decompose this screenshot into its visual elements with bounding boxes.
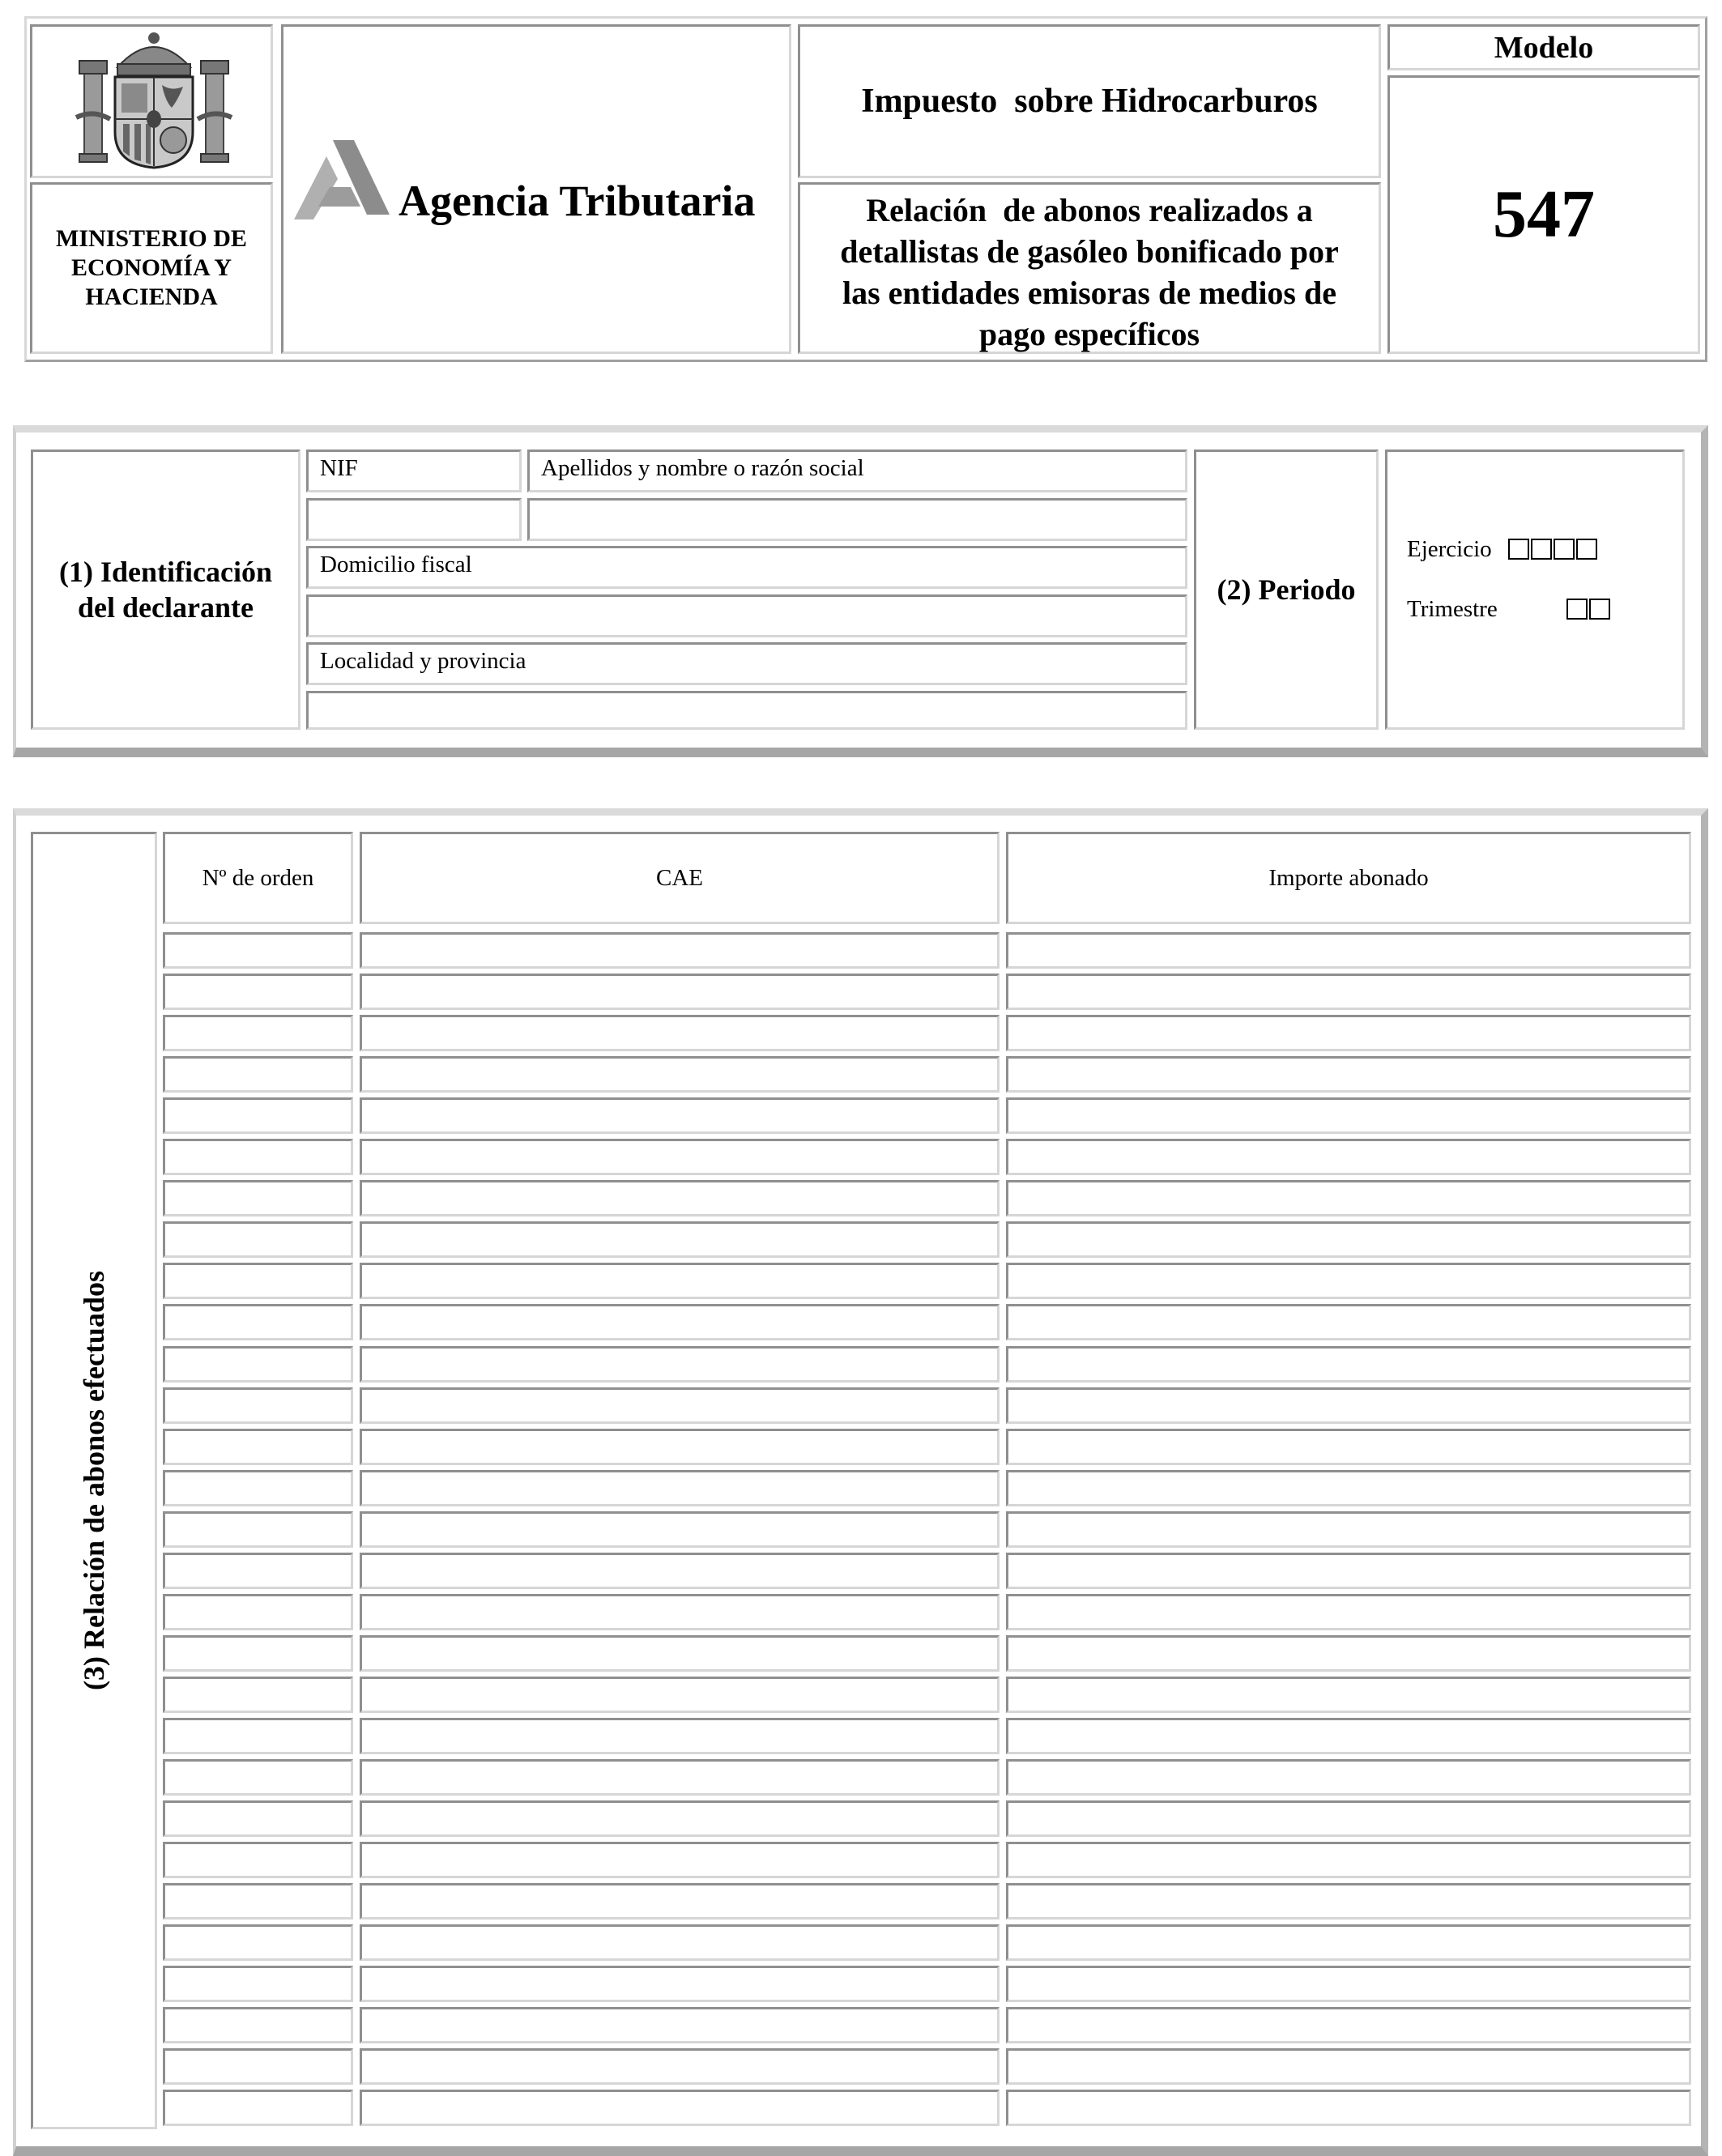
cell-order[interactable] bbox=[163, 1387, 353, 1424]
cell-amount[interactable] bbox=[1006, 1097, 1691, 1134]
year-label: Ejercicio bbox=[1407, 536, 1492, 562]
cell-amount[interactable] bbox=[1006, 2007, 1691, 2043]
ministry-line-2: ECONOMÍA Y bbox=[70, 254, 232, 281]
cell-order[interactable] bbox=[163, 1139, 353, 1175]
cell-amount[interactable] bbox=[1006, 1553, 1691, 1589]
quarter-label: Trimestre bbox=[1407, 596, 1498, 622]
cell-amount[interactable] bbox=[1006, 1056, 1691, 1093]
form-title-line-2: detallistas de gasóleo bonificado por bbox=[840, 233, 1339, 270]
cell-cae[interactable] bbox=[360, 1387, 1000, 1424]
modelo-number: 547 bbox=[1493, 177, 1595, 252]
quarter-digit-boxes[interactable] bbox=[1566, 599, 1612, 624]
cell-amount[interactable] bbox=[1006, 2090, 1691, 2126]
cell-order[interactable] bbox=[163, 2048, 353, 2085]
cell-order[interactable] bbox=[163, 1924, 353, 1961]
cell-cae[interactable] bbox=[360, 1429, 1000, 1465]
cell-order[interactable] bbox=[163, 1180, 353, 1216]
ministry-line-1: MINISTERIO DE bbox=[56, 225, 247, 252]
column-header-order bbox=[163, 832, 353, 924]
cell-cae[interactable] bbox=[360, 1966, 1000, 2002]
declarant-section-title-cell bbox=[31, 450, 300, 730]
modelo-label-cell bbox=[1387, 24, 1700, 70]
cell-order[interactable] bbox=[163, 974, 353, 1010]
cell-amount[interactable] bbox=[1006, 1718, 1691, 1754]
cell-amount[interactable] bbox=[1006, 1759, 1691, 1796]
cell-cae[interactable] bbox=[360, 1594, 1000, 1630]
cell-order[interactable] bbox=[163, 1263, 353, 1299]
name-label-cell bbox=[527, 450, 1187, 492]
payments-title: (3) Relación de abonos efectuados bbox=[78, 1271, 110, 1690]
cell-order[interactable] bbox=[163, 1346, 353, 1383]
cell-cae[interactable] bbox=[360, 1470, 1000, 1506]
cell-amount[interactable] bbox=[1006, 1842, 1691, 1878]
cell-order[interactable] bbox=[163, 1966, 353, 2002]
cell-amount[interactable] bbox=[1006, 1346, 1691, 1383]
period-section-title-cell bbox=[1194, 450, 1379, 730]
cell-cae[interactable] bbox=[360, 1677, 1000, 1713]
name-label: Apellidos y nombre o razón social bbox=[541, 455, 864, 481]
address-input[interactable] bbox=[306, 594, 1187, 637]
cell-amount[interactable] bbox=[1006, 1139, 1691, 1175]
cell-amount[interactable] bbox=[1006, 974, 1691, 1010]
cell-order[interactable] bbox=[163, 1677, 353, 1713]
form-title-line-3: las entidades emisoras de medios de bbox=[842, 275, 1336, 311]
ministry-name-cell bbox=[30, 182, 273, 354]
cell-amount[interactable] bbox=[1006, 1677, 1691, 1713]
cell-order[interactable] bbox=[163, 1304, 353, 1340]
cell-amount[interactable] bbox=[1006, 1387, 1691, 1424]
ministry-line-3: HACIENDA bbox=[85, 283, 218, 310]
nif-label-cell bbox=[306, 450, 522, 492]
column-header-amount-label: Importe abonado bbox=[1268, 864, 1429, 891]
cell-amount[interactable] bbox=[1006, 1883, 1691, 1920]
tax-name: Impuesto sobre Hidrocarburos bbox=[861, 83, 1318, 120]
cell-order[interactable] bbox=[163, 1015, 353, 1051]
quarter-digit-box[interactable] bbox=[1566, 599, 1588, 620]
nif-label: NIF bbox=[320, 455, 358, 481]
cell-cae[interactable] bbox=[360, 1511, 1000, 1548]
cell-order[interactable] bbox=[163, 1553, 353, 1589]
tax-name-cell bbox=[798, 24, 1381, 178]
period-fields-cell bbox=[1385, 450, 1685, 730]
cell-amount[interactable] bbox=[1006, 1924, 1691, 1961]
column-header-amount bbox=[1006, 832, 1691, 924]
quarter-digit-box[interactable] bbox=[1589, 599, 1610, 620]
cell-cae[interactable] bbox=[360, 1842, 1000, 1878]
cell-order[interactable] bbox=[163, 1097, 353, 1134]
coat-of-arms-emblem bbox=[73, 28, 235, 174]
cell-order[interactable] bbox=[163, 1883, 353, 1920]
cell-amount[interactable] bbox=[1006, 1966, 1691, 2002]
year-digit-box[interactable] bbox=[1576, 539, 1597, 560]
modelo-number-cell bbox=[1387, 75, 1700, 354]
form-title-line-4: pago específicos bbox=[978, 316, 1200, 352]
nif-input[interactable] bbox=[306, 498, 522, 541]
cell-cae[interactable] bbox=[360, 1180, 1000, 1216]
cell-order[interactable] bbox=[163, 1842, 353, 1878]
year-digit-box[interactable] bbox=[1531, 539, 1552, 560]
cell-amount[interactable] bbox=[1006, 2048, 1691, 2085]
cell-amount[interactable] bbox=[1006, 1304, 1691, 1340]
cell-order[interactable] bbox=[163, 1221, 353, 1258]
cell-cae[interactable] bbox=[360, 1097, 1000, 1134]
cell-order[interactable] bbox=[163, 1470, 353, 1506]
cell-cae[interactable] bbox=[360, 1056, 1000, 1093]
cell-amount[interactable] bbox=[1006, 1221, 1691, 1258]
agencia-tributaria-logo-icon bbox=[294, 140, 391, 229]
column-header-cae-label: CAE bbox=[656, 864, 703, 891]
cell-order[interactable] bbox=[163, 2090, 353, 2126]
cell-cae[interactable] bbox=[360, 2048, 1000, 2085]
cell-cae[interactable] bbox=[360, 1883, 1000, 1920]
year-digit-box[interactable] bbox=[1554, 539, 1575, 560]
cell-amount[interactable] bbox=[1006, 1635, 1691, 1672]
cell-cae[interactable] bbox=[360, 1346, 1000, 1383]
agency-name: Agencia Tributaria bbox=[399, 177, 756, 225]
cell-cae[interactable] bbox=[360, 1263, 1000, 1299]
cell-amount[interactable] bbox=[1006, 1594, 1691, 1630]
address-label: Domicilio fiscal bbox=[320, 552, 472, 577]
locality-input[interactable] bbox=[306, 691, 1187, 730]
cell-cae[interactable] bbox=[360, 1553, 1000, 1589]
cell-cae[interactable] bbox=[360, 1759, 1000, 1796]
cell-cae[interactable] bbox=[360, 1304, 1000, 1340]
cell-order[interactable] bbox=[163, 1635, 353, 1672]
cell-amount[interactable] bbox=[1006, 1429, 1691, 1465]
cell-cae[interactable] bbox=[360, 974, 1000, 1010]
cell-amount[interactable] bbox=[1006, 1015, 1691, 1051]
cell-order[interactable] bbox=[163, 1718, 353, 1754]
coat-of-arms-cell bbox=[30, 24, 273, 178]
cell-order[interactable] bbox=[163, 1056, 353, 1093]
year-digit-box[interactable] bbox=[1508, 539, 1529, 560]
column-header-cae bbox=[360, 832, 1000, 924]
form-title-cell bbox=[798, 182, 1381, 354]
cell-amount[interactable] bbox=[1006, 1800, 1691, 1837]
cell-cae[interactable] bbox=[360, 1139, 1000, 1175]
cell-order[interactable] bbox=[163, 1511, 353, 1548]
cell-amount[interactable] bbox=[1006, 1180, 1691, 1216]
cell-cae[interactable] bbox=[360, 1800, 1000, 1837]
cell-amount[interactable] bbox=[1006, 932, 1691, 969]
cell-cae[interactable] bbox=[360, 2007, 1000, 2043]
address-label-cell bbox=[306, 546, 1187, 589]
column-header-order-label: Nº de orden bbox=[202, 864, 314, 891]
name-input[interactable] bbox=[527, 498, 1187, 541]
agency-cell bbox=[281, 24, 791, 354]
cell-amount[interactable] bbox=[1006, 1511, 1691, 1548]
period-title: (2) Periodo bbox=[1217, 573, 1356, 606]
cell-cae[interactable] bbox=[360, 1635, 1000, 1672]
year-digit-boxes[interactable] bbox=[1508, 539, 1599, 564]
declarant-title-line-2: del declarante bbox=[78, 591, 254, 624]
cell-order[interactable] bbox=[163, 1429, 353, 1465]
cell-order[interactable] bbox=[163, 1800, 353, 1837]
cell-cae[interactable] bbox=[360, 1924, 1000, 1961]
declarant-title-line-1: (1) Identificación bbox=[59, 556, 272, 588]
cell-order[interactable] bbox=[163, 1594, 353, 1630]
cell-amount[interactable] bbox=[1006, 1470, 1691, 1506]
cell-cae[interactable] bbox=[360, 1221, 1000, 1258]
cell-order[interactable] bbox=[163, 2007, 353, 2043]
locality-label: Localidad y provincia bbox=[320, 648, 526, 674]
cell-cae[interactable] bbox=[360, 2090, 1000, 2126]
cell-cae[interactable] bbox=[360, 1015, 1000, 1051]
form-title-line-1: Relación de abonos realizados a bbox=[866, 192, 1313, 228]
cell-amount[interactable] bbox=[1006, 1263, 1691, 1299]
cell-cae[interactable] bbox=[360, 932, 1000, 969]
modelo-label: Modelo bbox=[1494, 30, 1594, 65]
locality-label-cell bbox=[306, 642, 1187, 685]
cell-cae[interactable] bbox=[360, 1718, 1000, 1754]
cell-order[interactable] bbox=[163, 932, 353, 969]
cell-order[interactable] bbox=[163, 1759, 353, 1796]
payments-section-title-cell bbox=[31, 832, 157, 2129]
